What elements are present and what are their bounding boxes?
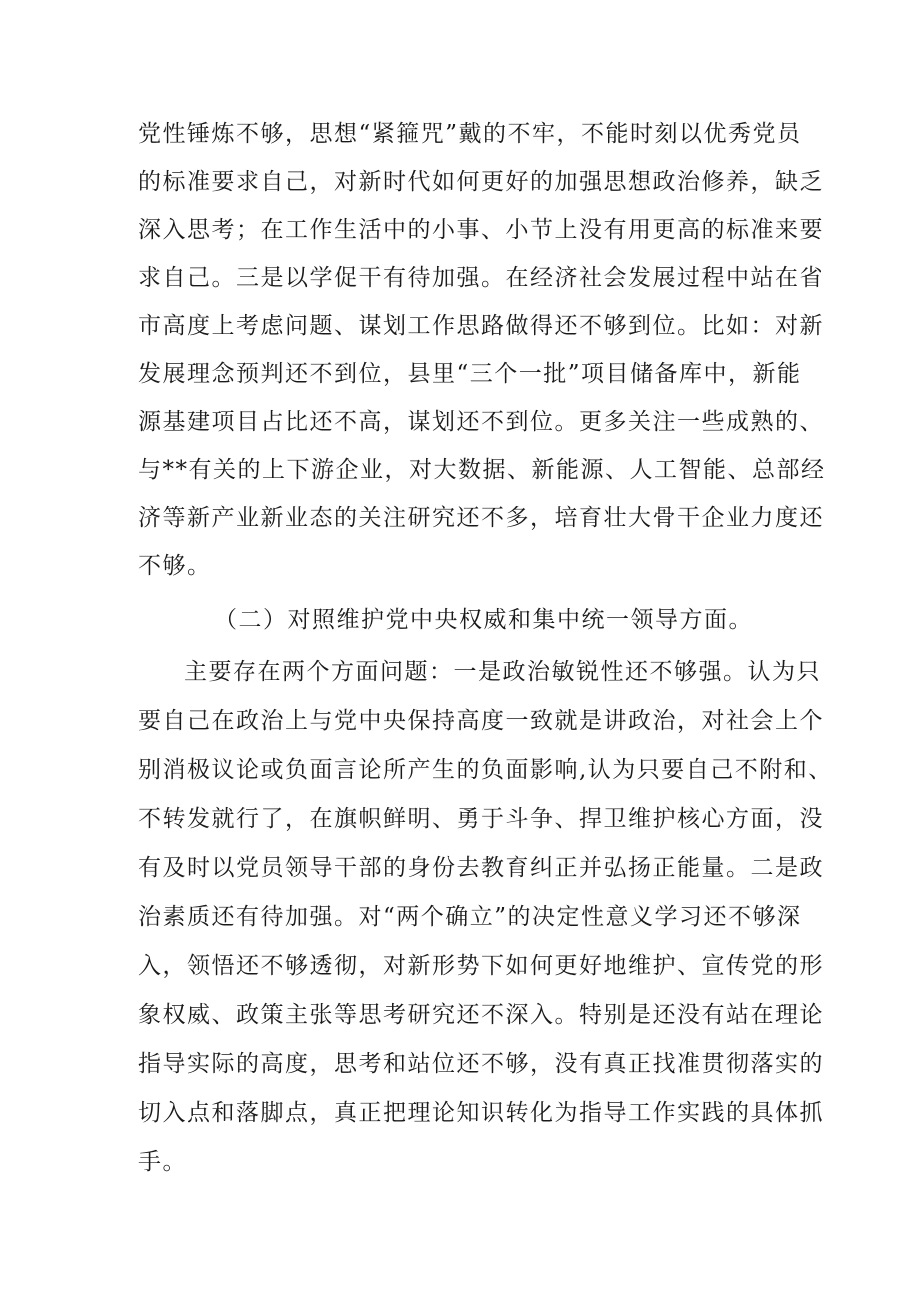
text-line: 不够。 bbox=[138, 553, 212, 579]
text-line: 党性锤炼不够，思想“紧箍咒”戴的不牢，不能时刻以优秀党员 bbox=[138, 121, 802, 147]
text-line: 济等新产业新业态的关注研究还不多，培育壮大骨干企业力度还 bbox=[138, 505, 824, 531]
text-line: 象权威、政策主张等思考研究还不深入。特别是还没有站在理论 bbox=[138, 1002, 824, 1028]
text-line: 有及时以党员领导干部的身份去教育纠正并弘扬正能量。二是政 bbox=[138, 855, 824, 881]
text-line: 求自己。三是以学促干有待加强。在经济社会发展过程中站在省 bbox=[138, 265, 824, 291]
text-line: 要自己在政治上与党中央保持高度一致就是讲政治，对社会上个 bbox=[138, 708, 824, 734]
text-line: 治素质还有待加强。对“两个确立”的决定性意义学习还不够深 bbox=[138, 904, 802, 930]
text-line: 不转发就行了，在旗帜鲜明、勇于斗争、捍卫维护核心方面，没 bbox=[138, 806, 824, 832]
text-line: 别消极议论或负面言论所产生的负面影响,认为只要自己不附和、 bbox=[138, 757, 833, 783]
text-line: 市高度上考虑问题、谋划工作思路做得还不够到位。比如：对新 bbox=[138, 313, 824, 339]
section-heading: （二）对照维护党中央权威和集中统一领导方面。 bbox=[214, 607, 753, 633]
paragraph-first-line: 主要存在两个方面问题：一是政治敏锐性还不够强。认为只 bbox=[184, 659, 821, 685]
text-line: 深入思考；在工作生活中的小事、小节上没有用更高的标准来要 bbox=[138, 217, 824, 243]
text-line: 发展理念预判还不到位，县里“三个一批”项目储备库中，新能 bbox=[138, 361, 802, 387]
text-line: 源基建项目占比还不高，谋划还不到位。更多关注一些成熟的、 bbox=[138, 409, 824, 435]
text-line: 指导实际的高度，思考和站位还不够，没有真正找准贯彻落实的 bbox=[138, 1051, 824, 1077]
text-line: 切入点和落脚点，真正把理论知识转化为指导工作实践的具体抓 bbox=[138, 1100, 824, 1126]
text-line: 手。 bbox=[138, 1149, 187, 1175]
text-line: 的标准要求自己，对新时代如何更好的加强思想政治修养，缺乏 bbox=[138, 169, 824, 195]
text-line: 入，领悟还不够透彻，对新形势下如何更好地维护、宣传党的形 bbox=[138, 953, 824, 979]
text-line: 与**有关的上下游企业，对大数据、新能源、人工智能、总部经 bbox=[138, 457, 826, 483]
